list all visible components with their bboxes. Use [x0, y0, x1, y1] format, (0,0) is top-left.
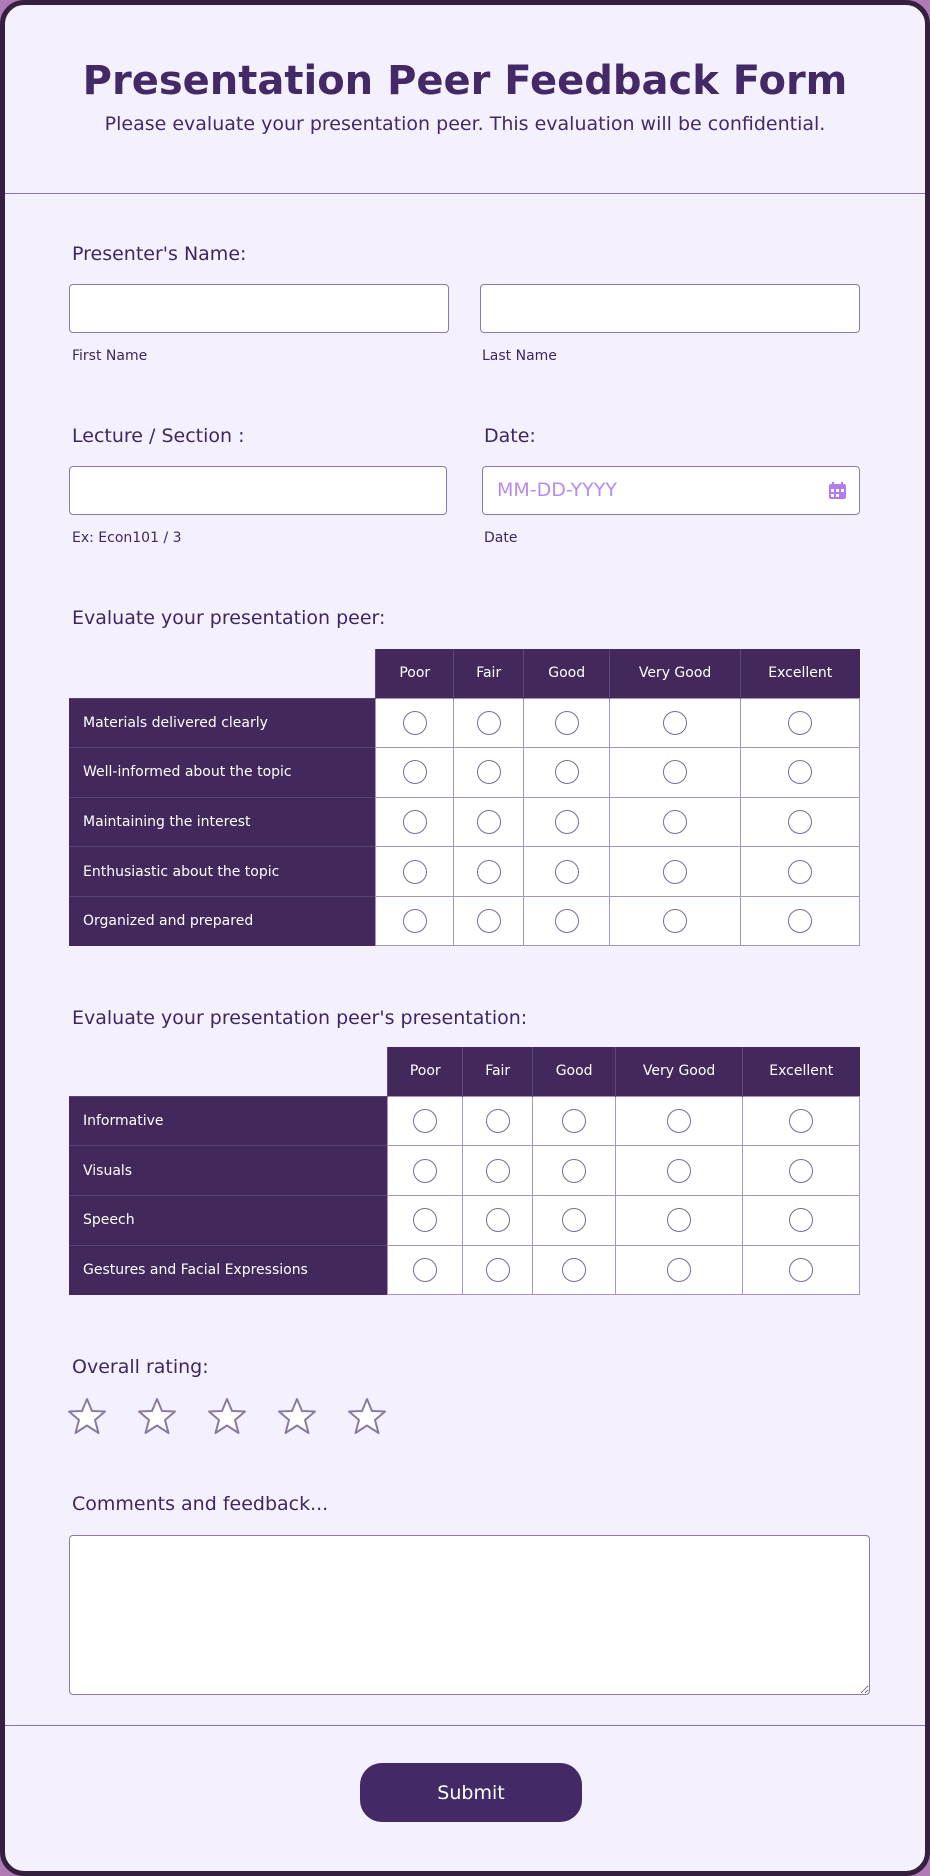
matrix-cell: [610, 797, 741, 847]
radio-button[interactable]: [788, 860, 812, 884]
matrix-cell: [741, 797, 860, 847]
matrix-cell: [743, 1096, 860, 1146]
radio-button[interactable]: [788, 909, 812, 933]
matrix-column-header: Very Good: [610, 649, 741, 698]
matrix-cell: [388, 1096, 463, 1146]
radio-button[interactable]: [477, 760, 501, 784]
matrix-cell: [743, 1245, 860, 1295]
matrix-cell: [388, 1245, 463, 1295]
matrix-cell: [454, 797, 524, 847]
radio-button[interactable]: [789, 1109, 813, 1133]
matrix-row: [69, 1096, 860, 1146]
matrix-cell: [454, 896, 524, 946]
radio-button[interactable]: [413, 1258, 437, 1282]
star-icon[interactable]: [137, 1396, 177, 1436]
radio-button[interactable]: [789, 1208, 813, 1232]
matrix-row: [69, 896, 860, 946]
calendar-icon[interactable]: [828, 481, 847, 500]
matrix-column-header: Fair: [463, 1047, 533, 1096]
matrix-row: [69, 847, 860, 897]
matrix-row-label: Organized and prepared: [69, 896, 376, 946]
radio-button[interactable]: [789, 1258, 813, 1282]
matrix-cell: [376, 748, 454, 798]
matrix-column-header: Good: [524, 649, 610, 698]
radio-button[interactable]: [403, 711, 427, 735]
matrix-cell: [610, 847, 741, 897]
radio-button[interactable]: [663, 760, 687, 784]
radio-button[interactable]: [788, 760, 812, 784]
radio-button[interactable]: [663, 909, 687, 933]
matrix-row-label: Speech: [69, 1195, 388, 1245]
matrix-cell: [741, 698, 860, 748]
matrix-cell: [454, 847, 524, 897]
radio-button[interactable]: [667, 1109, 691, 1133]
matrix-row: [69, 1195, 860, 1245]
matrix-cell: [533, 1146, 616, 1196]
matrix-cell: [610, 896, 741, 946]
matrix-cell: [376, 797, 454, 847]
form-subtitle: Please evaluate your presentation peer. This evaluation will be confidential.: [104, 113, 826, 135]
matrix-cell: [388, 1146, 463, 1196]
radio-button[interactable]: [486, 1159, 510, 1183]
star-icon[interactable]: [277, 1396, 317, 1436]
matrix2-label: Evaluate your presentation peer's presentation:: [72, 1007, 528, 1029]
matrix-corner: [69, 1047, 388, 1096]
matrix-column-header: Fair: [454, 649, 524, 698]
matrix-column-header: Excellent: [743, 1047, 860, 1096]
matrix-cell: [524, 847, 610, 897]
matrix-cell: [610, 698, 741, 748]
radio-button[interactable]: [555, 810, 579, 834]
matrix-cell: [741, 847, 860, 897]
matrix-cell: [524, 748, 610, 798]
matrix-cell: [463, 1096, 533, 1146]
comments-label: Comments and feedback...: [72, 1493, 329, 1515]
date-label: Date:: [484, 425, 536, 447]
matrix-cell: [533, 1245, 616, 1295]
radio-button[interactable]: [555, 860, 579, 884]
radio-button[interactable]: [663, 711, 687, 735]
comments-textarea[interactable]: [69, 1535, 870, 1695]
radio-button[interactable]: [663, 810, 687, 834]
matrix-cell: [743, 1146, 860, 1196]
matrix-cell: [463, 1195, 533, 1245]
matrix-column-header: Good: [533, 1047, 616, 1096]
radio-button[interactable]: [413, 1109, 437, 1133]
matrix-column-header: Excellent: [741, 649, 860, 698]
submit-button[interactable]: Submit: [360, 1763, 582, 1822]
matrix-cell: [533, 1195, 616, 1245]
matrix-cell: [610, 748, 741, 798]
star-icon[interactable]: [207, 1396, 247, 1436]
matrix-corner: [69, 649, 376, 698]
footer-divider: [5, 1725, 925, 1726]
matrix-cell: [463, 1146, 533, 1196]
radio-button[interactable]: [486, 1109, 510, 1133]
matrix-cell: [454, 698, 524, 748]
radio-button[interactable]: [663, 860, 687, 884]
radio-button[interactable]: [562, 1208, 586, 1232]
matrix-cell: [743, 1195, 860, 1245]
presenter-name-label: Presenter's Name:: [72, 243, 247, 265]
matrix-row: [69, 748, 860, 798]
radio-button[interactable]: [403, 909, 427, 933]
radio-button[interactable]: [667, 1208, 691, 1232]
radio-button[interactable]: [667, 1258, 691, 1282]
matrix-row-label: Gestures and Facial Expressions: [69, 1245, 388, 1295]
matrix-cell: [616, 1096, 743, 1146]
radio-button[interactable]: [555, 909, 579, 933]
radio-button[interactable]: [486, 1258, 510, 1282]
form-title: Presentation Peer Feedback Form: [82, 58, 848, 104]
radio-button[interactable]: [403, 760, 427, 784]
matrix-row-label: Maintaining the interest: [69, 797, 376, 847]
matrix1-label: Evaluate your presentation peer:: [72, 607, 386, 629]
matrix-row-label: Informative: [69, 1096, 388, 1146]
radio-button[interactable]: [788, 810, 812, 834]
radio-button[interactable]: [788, 711, 812, 735]
matrix-row-label: Well-informed about the topic: [69, 748, 376, 798]
radio-button[interactable]: [413, 1159, 437, 1183]
matrix-cell: [741, 748, 860, 798]
radio-button[interactable]: [486, 1208, 510, 1232]
matrix-cell: [376, 847, 454, 897]
radio-button[interactable]: [562, 1159, 586, 1183]
date-sublabel: Date: [484, 530, 518, 546]
star-icon[interactable]: [67, 1396, 107, 1436]
matrix1-table: [69, 649, 860, 946]
radio-button[interactable]: [555, 711, 579, 735]
matrix-cell: [376, 698, 454, 748]
matrix-column-header: Very Good: [616, 1047, 743, 1096]
radio-button[interactable]: [555, 760, 579, 784]
matrix-cell: [616, 1195, 743, 1245]
date-input[interactable]: [482, 466, 860, 515]
matrix2-table: [69, 1047, 860, 1295]
radio-button[interactable]: [477, 711, 501, 735]
star-rating: [67, 1396, 387, 1436]
star-icon[interactable]: [347, 1396, 387, 1436]
date-placeholder: MM-DD-YYYY: [497, 479, 617, 501]
rating-label: Overall rating:: [72, 1356, 209, 1378]
lecture-sublabel: Ex: Econ101 / 3: [72, 530, 182, 546]
radio-button[interactable]: [562, 1258, 586, 1282]
radio-button[interactable]: [789, 1159, 813, 1183]
radio-button[interactable]: [403, 860, 427, 884]
matrix-cell: [524, 698, 610, 748]
matrix-row: [69, 1146, 860, 1196]
matrix-cell: [524, 896, 610, 946]
matrix-row: [69, 698, 860, 748]
lecture-label: Lecture / Section :: [72, 425, 245, 447]
radio-button[interactable]: [477, 810, 501, 834]
matrix-row: [69, 1245, 860, 1295]
last-name-sublabel: Last Name: [482, 348, 557, 364]
last-name-input[interactable]: [480, 284, 860, 333]
header-divider: [5, 193, 925, 194]
matrix-cell: [454, 748, 524, 798]
matrix-cell: [524, 797, 610, 847]
matrix-cell: [463, 1245, 533, 1295]
matrix-column-header: Poor: [388, 1047, 463, 1096]
matrix-cell: [533, 1096, 616, 1146]
radio-button[interactable]: [413, 1208, 437, 1232]
radio-button[interactable]: [562, 1109, 586, 1133]
matrix-cell: [388, 1195, 463, 1245]
matrix-cell: [376, 896, 454, 946]
matrix-row-label: Enthusiastic about the topic: [69, 847, 376, 897]
first-name-input[interactable]: [69, 284, 449, 333]
matrix-row: [69, 797, 860, 847]
matrix-row-label: Visuals: [69, 1146, 388, 1196]
radio-button[interactable]: [667, 1159, 691, 1183]
matrix-row-label: Materials delivered clearly: [69, 698, 376, 748]
radio-button[interactable]: [403, 810, 427, 834]
radio-button[interactable]: [477, 860, 501, 884]
lecture-input[interactable]: [69, 466, 447, 515]
matrix-cell: [616, 1245, 743, 1295]
radio-button[interactable]: [477, 909, 501, 933]
first-name-sublabel: First Name: [72, 348, 148, 364]
matrix-cell: [741, 896, 860, 946]
matrix-column-header: Poor: [376, 649, 454, 698]
matrix-cell: [616, 1146, 743, 1196]
